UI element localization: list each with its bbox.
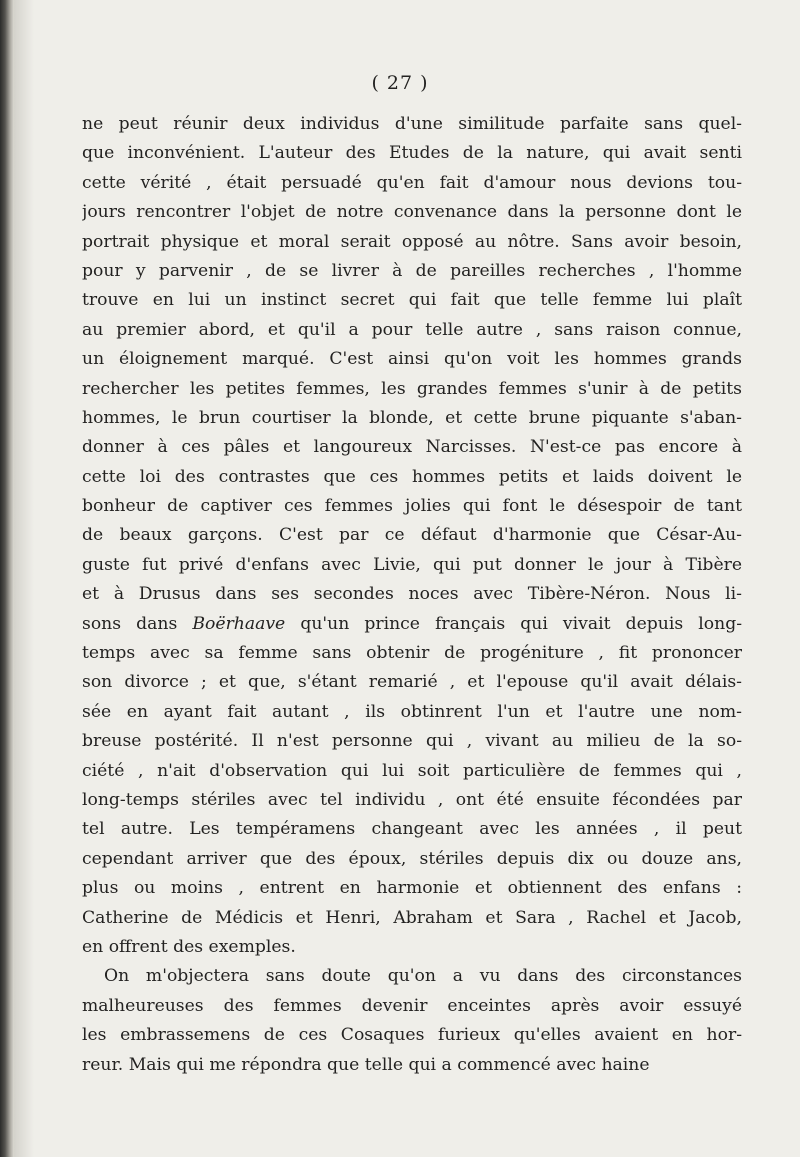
text-line: reur. Mais qui me répondra que telle qui a commencé avec haine xyxy=(82,1054,650,1075)
text-line: et à Drusus dans ses secondes noces avec Tibère-Néron. Nous li- xyxy=(82,584,742,605)
text-line: breuse postérité. Il n'est personne qui , vivant au milieu de la so- xyxy=(82,731,742,752)
text-line: portrait physique et moral serait opposé au nôtre. Sans avoir besoin, xyxy=(82,231,742,252)
text-line: Catherine de Médicis et Henri, Abraham et Sara , Rachel et Jacob, xyxy=(82,907,742,928)
text-line: cependant arriver que des époux, stériles depuis dix ou douze ans, xyxy=(82,848,742,869)
text-line: un éloignement marqué. C'est ainsi qu'on voit les hommes grands xyxy=(82,349,742,370)
text-line: sée en ayant fait autant , ils obtinrent l'un et l'autre une nom- xyxy=(82,701,742,722)
text-line: de beaux garçons. C'est par ce défaut d'harmonie que César-Au- xyxy=(82,525,742,546)
text-line: que inconvénient. L'auteur des Etudes de la nature, qui avait senti xyxy=(82,143,742,164)
text-line: cette loi des contrastes que ces hommes petits et laids doivent le xyxy=(82,466,742,487)
text-line: pour y parvenir , de se livrer à de pareilles recherches , l'homme xyxy=(82,260,742,281)
text-line: cette vérité , était persuadé qu'en fait d'amour nous devions tou- xyxy=(82,172,742,193)
text-line: jours rencontrer l'objet de notre convenance dans la personne dont le xyxy=(82,202,742,223)
text-line: long-temps stériles avec tel individu , ont été ensuite fécondées par xyxy=(82,789,742,810)
text-line: les embrassemens de ces Cosaques furieux qu'elles avaient en hor- xyxy=(82,1025,742,1046)
text-line: tel autre. Les tempéramens changeant avec les années , il peut xyxy=(82,819,742,840)
text-line: ne peut réunir deux individus d'une similitude parfaite sans quel- xyxy=(82,114,742,134)
text-line: sons dans Boërhaave qu'un prince français qui vivait depuis long- xyxy=(82,613,742,634)
text-line: son divorce ; et que, s'étant remarié , et l'epouse qu'il avait délais- xyxy=(82,672,742,693)
binding-shadow xyxy=(14,0,34,1157)
text-line: au premier abord, et qu'il a pour telle autre , sans raison connue, xyxy=(82,319,742,340)
text-line: malheureuses des femmes devenir enceintes après avoir essuyé xyxy=(82,995,742,1016)
text-line: trouve en lui un instinct secret qui fait que telle femme lui plaît xyxy=(82,290,742,311)
binding-edge xyxy=(0,0,14,1157)
body-text xyxy=(82,110,742,1080)
text-line: rechercher les petites femmes, les grandes femmes s'unir à de petits xyxy=(82,378,742,399)
page-number: ( 27 ) xyxy=(371,72,429,94)
text-line: ciété , n'ait d'observation qui lui soit particulière de femmes qui , xyxy=(82,760,742,781)
text-line: plus ou moins , entrent en harmonie et obtiennent des enfans : xyxy=(82,878,742,899)
text-line: guste fut privé d'enfans avec Livie, qui put donner le jour à Tibère xyxy=(82,554,742,575)
text-line: hommes, le brun courtiser la blonde, et cette brune piquante s'aban- xyxy=(82,407,742,428)
text-line: bonheur de captiver ces femmes jolies qui font le désespoir de tant xyxy=(82,496,742,517)
italic-name: Boërhaave xyxy=(192,613,286,634)
text-line: On m'objectera sans doute qu'on a vu dans des circonstances xyxy=(104,966,742,987)
text-line: donner à ces pâles et langoureux Narcisses. N'est-ce pas encore à xyxy=(82,437,742,458)
text-line: en offrent des exemples. xyxy=(82,936,296,957)
text-line: temps avec sa femme sans obtenir de progéniture , fit prononcer xyxy=(82,643,742,664)
